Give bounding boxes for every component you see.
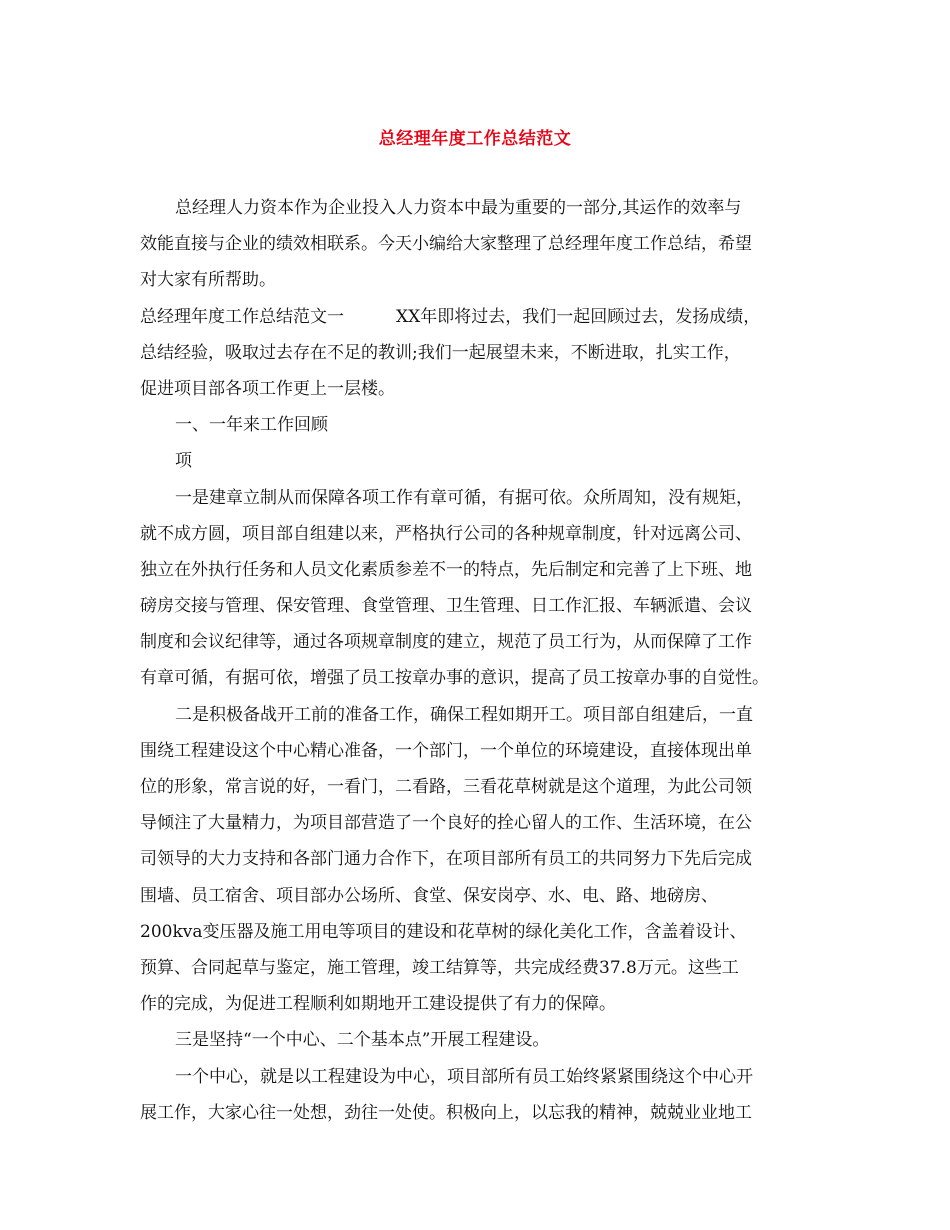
paragraph-line: 对大家有所帮助。 — [140, 270, 276, 291]
section-heading-line — [140, 299, 820, 335]
paragraph-line: 位的形象，常言说的好，一看门，二看路，三看花草树就是这个道理，为此公司领 — [140, 777, 752, 797]
paragraph-text: XX年即将过去，我们一起回顾过去，发扬成绩， — [396, 306, 761, 327]
paragraph-line: 独立在外执行任务和人员文化素质参差不一的特点，先后制定和完善了上下班、地 — [140, 559, 752, 580]
paragraph-line: 一个中心，就是以工程建设为中心，项目部所有员工始终紧紧围绕这个中心开 — [175, 1066, 753, 1087]
paragraph-line: 预算、合同起草与鉴定，施工管理，竣工结算等，共完成经费37.8万元。这些工 — [140, 957, 739, 978]
document-title: 总经理年度工作总结范文 — [378, 129, 572, 149]
paragraph-line: 有章可循，有据可依，增强了员工按章办事的意识，提高了员工按章办事的自觉性。 — [140, 668, 769, 689]
paragraph-line: 二是积极备战开工前的准备工作，确保工程如期开工。项目部自组建后，一直 — [175, 704, 753, 725]
paragraph-line: 围绕工程建设这个中心精心准备，一个部门，一个单位的环境建设，直接体现出单 — [140, 740, 752, 761]
section-heading: 总经理年度工作总结范文一 — [140, 306, 344, 327]
paragraph-line: 制度和会议纪律等，通过各项规章制度的建立，规范了员工行为，从而保障了工作 — [140, 632, 752, 653]
paragraph-line: 效能直接与企业的绩效相联系。今天小编给大家整理了总经理年度工作总结，希望 — [140, 234, 752, 255]
paragraph-line: 项 — [175, 451, 192, 472]
paragraph-line: 促进项目部各项工作更上一层楼。 — [140, 378, 395, 399]
paragraph-line: 总经理人力资本作为企业投入人力资本中最为重要的一部分,其运作的效率与 — [175, 198, 742, 218]
paragraph-line: 磅房交接与管理、保安管理、食堂管理、卫生管理、日工作汇报、车辆派遣、会议 — [140, 596, 752, 617]
paragraph-line: 200kva变压器及施工用电等项目的建设和花草树的绿化美化工作，含盖着设计、 — [140, 921, 747, 942]
subheading: 一、一年来工作回顾 — [175, 415, 328, 436]
paragraph-line: 就不成方圆，项目部自组建以来，严格执行公司的各种规章制度，针对远离公司、 — [140, 523, 752, 544]
paragraph-line: 作的完成，为促进工程顺利如期地开工建设提供了有力的保障。 — [140, 994, 616, 1015]
paragraph-line: 三是坚持“一个中心、二个基本点”开展工程建设。 — [175, 1030, 550, 1051]
paragraph-line: 司领导的大力支持和各部门通力合作下，在项目部所有员工的共同努力下先后完成 — [140, 849, 752, 870]
paragraph-line: 导倾注了大量精力，为项目部营造了一个良好的拴心留人的工作、生活环境，在公 — [140, 813, 752, 834]
paragraph-line: 围墙、员工宿舍、项目部办公场所、食堂、保安岗亭、水、电、路、地磅房、 — [140, 885, 718, 906]
paragraph-line: 总结经验，吸取过去存在不足的教训;我们一起展望未来，不断进取，扎实工作， — [140, 342, 741, 363]
paragraph-line: 一是建章立制从而保障各项工作有章可循，有据可依。众所周知，没有规矩， — [175, 487, 753, 508]
paragraph-line: 展工作，大家心往一处想，劲往一处使。积极向上，以忘我的精神，兢兢业业地工 — [140, 1102, 752, 1123]
document-body — [140, 190, 820, 1131]
